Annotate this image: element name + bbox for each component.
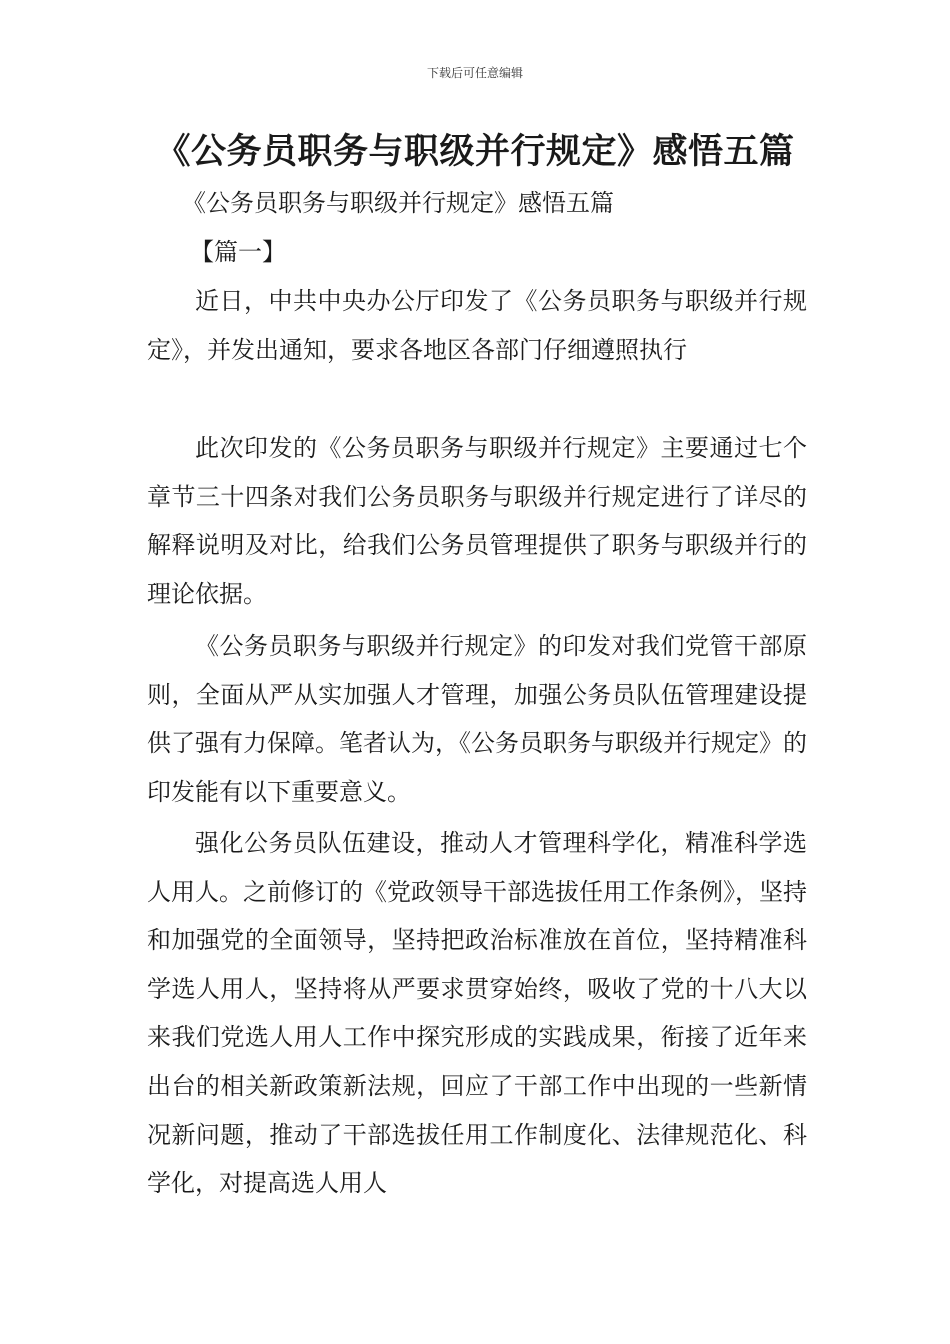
document-subtitle: 《公务员职务与职级并行规定》感悟五篇 <box>182 189 614 217</box>
paragraph-1: 近日，中共中央办公厅印发了《公务员职务与职级并行规定》，并发出通知，要求各地区各部门仔细遵照执行 <box>147 287 807 364</box>
paragraph-4: 强化公务员队伍建设，推动人才管理科学化，精准科学选人用人。之前修订的《党政领导干部选拔任用工作条例》，坚持和加强党的全面领导，坚持把政治标准放在首位，坚持精准科学选人用人，坚持将从严要求贯穿始终，吸收了党的十八大以来我们党选人用人工作中探究形成的实践成果，衔接了近年来出台的相关新政策新法规，回应了干部工作中出现的一些新情况新问题，推动了干部选拔任用工作制度化、法律规范化、科学化，对提高选人用人 <box>147 829 807 1198</box>
header-note: 下载后可任意编辑 <box>426 66 523 80</box>
paragraph-3: 《公务员职务与职级并行规定》的印发对我们党管干部原则，全面从严从实加强人才管理，加强公务员队伍管理建设提供了强有力保障。笔者认为，《公务员职务与职级并行规定》的印发能有以下重要意义。 <box>147 632 807 806</box>
section-label: 【篇一】 <box>190 238 286 266</box>
document-title: 《公务员职务与职级并行规定》感悟五篇 <box>155 132 795 172</box>
paragraph-2: 此次印发的《公务员职务与职级并行规定》主要通过七个章节三十四条对我们公务员职务与职级并行规定进行了详尽的解释说明及对比，给我们公务员管理提供了职务与职级并行的理论依据。 <box>147 434 807 608</box>
